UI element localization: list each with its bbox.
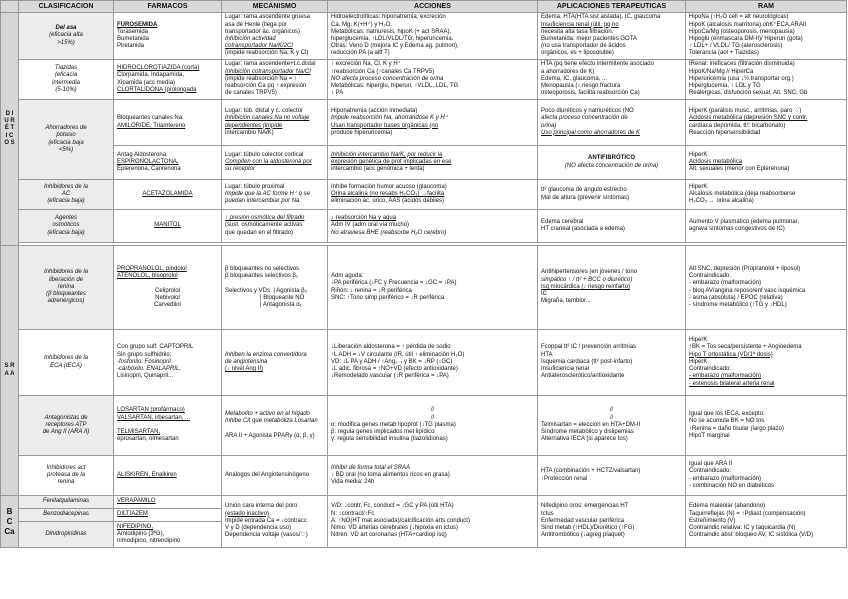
clasif-ac: Inhibidores de la AC (eficacia baja) (19, 180, 114, 210)
aplicaciones-asa: Edema, HTA(HTA sist aislada), IC, glaucoma Insuficiencia renal (útil, pq no necesita alta tasa filtración. Bumetanida: mejor pacientes GOTA (no usa transportador de ácidos orgánicos, es + liposoluble) (538, 13, 686, 60)
farmacos-ahorradores-bloqueantes: Bloqueantes canales Na: AMILORIDE, Triamtereno (114, 100, 222, 146)
clasif-bcc1: Fenilalquilaminas (19, 496, 114, 509)
row-diureticos-ahorradores-2 (1, 146, 847, 180)
ram-ac: HiperK Alcalosis metabólica (deja reabsorberse H₂CO₃ → orina alcalina) (686, 180, 847, 210)
clasif-ahorradores: Ahorradores de potasio (eficacia baja <5%) (19, 100, 114, 180)
group-sraa: S R A A (1, 246, 19, 496)
farmacos-ara: LOSARTAN (profármaco) VALSARTAN, irbesartan, ... TELMISARTAN, eprosartan, olmesartan (114, 396, 222, 456)
aplicaciones-renina: Antihipertensores (en jóvenes / tono simpático ↑ / tt² + BCC o diurético) Isq miocárdica (↓ riesgo reinfarto) IC Migraña, temblor... (538, 246, 686, 330)
mecanismo-ahorradores-bloqueantes: Lugar: túb. distal y c. colector Inhibición canales Na no voltaje dependientes (impide intercambio NA/K) (222, 100, 328, 146)
clasif-ieca: Inhibidores de la ECA (IECA) (19, 330, 114, 396)
ram-osmoticos: Aumento V plasmático (edema pulmonar, agrava síntomas congestivos de IC) (686, 210, 847, 243)
mecanismo-ahorradores-antagonistas: Lugar: túbulo colector cortical Compiten con la aldosterona por su receptor (222, 146, 328, 180)
header-row (1, 1, 847, 13)
header-corner (1, 1, 19, 13)
acciones-asa: Hidroelectrolíticas: hiponatremia, excreción Ca, Mg, K(+H⁺) y H₂O. Metabólicas: natriuresis, hipoK (+ act SRAA), hiperglucemia, ↑LDL/VLDL/TG, hiperuricemia. Otras: Veno D (mejora IC y Edema ag. pulmon), reducción PA (a altf T) (328, 13, 538, 60)
header-clasificacion: CLASIFICACION (19, 1, 114, 13)
header-aplicaciones: APLICACIONES TERAPEUTICAS (538, 1, 686, 13)
group-bcca: B C Ca (1, 496, 19, 548)
row-diureticos-asa (1, 13, 847, 60)
aplicaciones-ieca: Fcoppal tt² IC / prevención arritmias HTA Isquemia cardiaca (tt² post-infarto) Insuficiencia renal Antiaterosclerótico/antioxidante (538, 330, 686, 396)
farmacos-bcc2: DILTIAZEM (114, 509, 222, 522)
farmacos-ahorradores-antagonistas: Antag Aldosterona: ESPIRONOLACTONA, Eplerenona, Canrenona (114, 146, 222, 180)
mec-sub-item-1: Agonista β₂ (276, 287, 308, 294)
row-sraa-ara (1, 396, 847, 456)
mecanismo-tiazidas: Lugar: rama ascendente+t.c.distal Inhibición cotransportador Na/Cl (impide reabsorción Na = ↑ reabsorción Ca pq ↑ expresión de canales TRPV5) (222, 60, 328, 100)
group-diureticos: D I U R É T I C O S (1, 13, 19, 246)
mec-sub-item-3: Antagonista α₁ (262, 301, 302, 308)
farmacos-renina-inh: ALISKIREN, Enalkiren (114, 456, 222, 496)
mecanismo-osmoticos: ↑ presión osmótica del filtrado (sust. osmóticamente activas que quedan en el filtrado) (222, 210, 328, 243)
farmacos-asa: FUROSEMIDA Torasemida Bumetanida Piretanida (114, 13, 222, 60)
row-diureticos-tiazidas (1, 60, 847, 100)
mecanismo-bcc: Unión cara interna del poro (estado inactivo) Impide entrada Ca = ↓contracc V y D (dependencia uso) Dependencia voltaje (vasos/♡) (222, 496, 328, 548)
acciones-ahorradores-antagonistas: Inhibición intercambio Na/K, por reducir la expresión genética de prot implicadas en ese intercambio (acc genómica + lenta) (328, 146, 538, 180)
aplicaciones-osmoticos: Edema cerebral HT craneal (asociada a edema) (538, 210, 686, 243)
acciones-ara: // // α: modifica genes metab lipoprot (↓TG plasma) β: regula genes implicados met lipídico γ: regula sensibilidad insulina (tiazolidionas) (328, 396, 538, 456)
ram-ahorradores-antagonistas: HiperK Acidosis metabólica Alt. sexuales (menor con Eplerenona) (686, 146, 847, 180)
mec-sub-item-2: Bloqueante NO (263, 294, 305, 301)
acciones-ieca: ↓Liberación aldosterona = ↑ pérdida de sodio ↑L ADH = ↓V circulante (IR, útil ↑ eliminación H₂O) VD: ↓L PA y ADH / ↑Ang₁₋₇ y BK = ↓RP (↓GC) ↓L adic. fibrosa = ↑NO+VD (efecto antioxidante) ↓Remodelado vascular (↓R periférica = ↓PA) (328, 330, 538, 396)
row-diureticos-osmoticos (1, 210, 847, 243)
acciones-ac: Inhibe formación humor acuoso (glaucoma) Orina alcalina (no resabs H₂CO₃) →facilita eliminación ác. úrico, AAS (ácidos débiles) (328, 180, 538, 210)
mec-sub-label: Selectivos y VDs (225, 287, 271, 294)
acciones-bcc: V/D: ↓contr, Fc, conduct = ↓GC y PA (útil HTA) N: ↓contract/↑Fc A: ↑NO(HT mat asociada)/calcificación arts conduct) Nimo: VD arterias cerebrales (↓hipoxia en ictus) Nitren: VD art coronarias (HTA+cardiop isq) (328, 496, 538, 548)
farmacos-bcc3: NIFEDIPINO, Amlodipino (3ªG), nimodipino, nitrendipino (114, 522, 222, 548)
aplicaciones-ara: // // Telmisartan = elección en HTA+DM-II Síndrome metabólico y dislipemias Alternativa IECA (si aparece tos) (538, 396, 686, 456)
farmacos-osmoticos: MANITOL (114, 210, 222, 243)
acciones-tiazidas: ↑ excreción Na, Cl, K y H⁺ ↑reabsorción Ca (↑canales Ca TRPV5) NO afecta proceso concentración de orina Metabólicas: hiperglu, hiperuri, ↑VLDL, LDL, TG ↓ PA (328, 60, 538, 100)
aplicaciones-renina-inh: HTA (combinación + HCTZ/valsartan) ↑Protección renal (538, 456, 686, 496)
ram-renina-inh: Igual que ARA II Contraindicado: - embarazo (malformación) - combinación NO en diabéticos (686, 456, 847, 496)
clasif-bcc3: Dihidropiridinas (19, 522, 114, 548)
acciones-renina: Adm aguda: ↓PA periférica (↓FC y Frecuencia = ↓GC = ↓PA) Riñón: ↓ renina = ↓R periférica SNC: ↑Tono simp periférico = ↓R periférica (328, 246, 538, 330)
row-diureticos-ahorradores-1 (1, 100, 847, 146)
farmacos-bcc1: VERAPAMILO (114, 496, 222, 509)
row-sraa-ieca (1, 330, 847, 396)
aplicaciones-ac: tt² glaucoma de ángulo estrecho Mal de altura (prevenir síntomas) (538, 180, 686, 210)
mecanismo-ieca: Inhiben la enzima convertidora de angiotensina (↓ nivel Ang II) (222, 330, 328, 396)
header-ram: RAM (686, 1, 847, 13)
header-farmacos: FARMACOS (114, 1, 222, 13)
clasif-tiazidas: Tiazidas (eficacia intermedia (5-10%) (19, 60, 114, 100)
clasif-ara: Antagonistas de receptores ATP de Ang II (ARA II) (19, 396, 114, 456)
row-bcc-fenilalquilaminas (1, 496, 847, 509)
acciones-ahorradores-bloqueantes: Hiponatremia (acción inmediata) Impide reabsorción Na, ahorrándose K y H⁺ Usan transportador bases orgánicas (no produce hiperuricemia) (328, 100, 538, 146)
aplicaciones-ahorradores-bloqueantes: Poco diuréticos y natriuréticos (NO afecta proceso concentración de orina) Uso principal como ahorradores de K (538, 100, 686, 146)
mecanismo-renina-inh: Análogos del Angiotensinógeno (222, 456, 328, 496)
acciones-osmoticos: ↓ reabsorción Na y agua Adm IV (adm oral vía mucho) No atraviesa BHE (reabsorbe H₂O cerebro) (328, 210, 538, 243)
clasif-renina-inh: Inhibidores act proteasa de la renina (19, 456, 114, 496)
mecanismo-ara: Metabolito + activo en el hígado Inhibe Cit que metaboliza Losartan ARA II + Agonista PPARγ (α, β, γ) (222, 396, 328, 456)
acciones-renina-inh: Inhibir de forma total el SRAA ↓ BD oral (no toma alimentos ricos en grasa) Vida media: 24h (328, 456, 538, 496)
clasif-osmoticos: Agentes osmóticos (eficacia baja) (19, 210, 114, 243)
row-diureticos-ac (1, 180, 847, 210)
row-sraa-renina-inh (1, 456, 847, 496)
clasif-bcc2: Benzodiacepinas (19, 509, 114, 522)
header-acciones: ACCIONES (328, 1, 538, 13)
ram-ahorradores-bloqueantes: HiperK (parálisis musc., arritmias, paro ♡) Acidosis metabólica (depresión SNC y contr. cardíaca deprimida, tt²: bicarbonato) Reacción hipersensibilidad (686, 100, 847, 146)
mecanismo-asa: Lugar: rama ascendente gruesa asa de Henle (llega por transportador ác. orgánicos) Inhibición actividad cotransportador Na/K/2Cl (impide reabsorción Na, K y Cl) (222, 13, 328, 60)
clasif-renina: Inhibidores de la liberación de renina (β bloqueantes adrenérgicos) (19, 246, 114, 330)
ram-asa: HipoNa (↑H₂O cell = alt neurológicas) HipoK (alcalosis marritoria) ohK⁺ECA,ARAII HipoCa/Mg (osteoporosis, menopausia) Hipoglu (enmascara DM-II)/ Hiperuri (gota) ↑ LDL+ / VLDL/ TG (aterosclerosis) Tolerancia (aol + Tiazidas) (686, 13, 847, 60)
aplicaciones-bcc: Nifedipino oros: emergencias HT Ictus Enfermedad vascular periférica Sind metab (↑HDL)/Diurético (↑FG) Antitrombótico (↓agreg plaquet) (538, 496, 686, 548)
header-mecanismo: MECANISMO (222, 1, 328, 13)
ram-bcc: Edema maleolar (abandono) Taquirreflejas (N) = ↑Pdiast (compensación) Estreñimiento (V) Contraindic relativa: IC y taquicardia (N) Contraindic absl: bloqueo AV, IC sistólica (V/D) (686, 496, 847, 548)
clasif-asa: Del asa (eficacia alta >15%) (19, 13, 114, 60)
aplicaciones-tiazidas: HTA (pq tiene efecto intermitente asociado a ahorradores de K) Edema, IC, glaucoma, ... Menopausia (↓ riesgo fractura osteoporosis, facilita reabsorción Ca) (538, 60, 686, 100)
farmacos-ac: ACETAZOLAMIDA (114, 180, 222, 210)
ram-tiazidas: IRenal: ineficaces (filtración disminuida) HipoK/Na/Mg // HiperCa Hiperuricemia (usa ↓½ transportar org.) Hiperglucemia, ↑ LDL y TG Reálergicas, disfunción sexual, Alt. SNC, Gb (686, 60, 847, 100)
farmacos-ieca: Con grupo sulf: CAPTOPRIL Sin grupo sulfhidrilo: -fosfonilo: Fosinopril -carboxilo: ENALAPRIL, Lisinopril, Quinapril... (114, 330, 222, 396)
ram-ara: Igual que los IECA, excepto: No se acumula BK = NO tos ↑Renina = daño tisular (largo plazo) HipoT marginal (686, 396, 847, 456)
ram-renina: Alt SNC, depresión (Propranolol + liposol) Contraindicado: - embarazo (malformación) - bloq AV/angina reposo/enf vasc isquémica - asma (absoluta) / EPOC (relativa) - síndrome metabólico (↑TG y ↓HDL) (686, 246, 847, 330)
ram-ieca: HiperK ↑BK = Tos seca/persistente + Angioedema Hipo T ortostática (VD/1ª dosis) HiperK Contraindicado: - embarazo (malformación) - estenosis bilateral arteria renal (686, 330, 847, 396)
farmacos-renina: PROPRANOLOL, pindolol ATENOLOL, bisoprolol Celiprolol Nebivolol Carvedilol (114, 246, 222, 330)
aplicaciones-ahorradores-antagonistas: ANTIFIBRÓTICO (NO afecta concentración de orina) (538, 146, 686, 180)
farmacos-tiazidas: HIDROCLOROTIAZIDA (corta) Clorpamida, Indapamida, Xipamida (acc media) CLORTALIDONA (prolongada (114, 60, 222, 100)
row-sraa-renina (1, 246, 847, 330)
mecanismo-ac: Lugar: túbulo proximal Impide que la AC forme H⁺ q se puedan intercambiar por Na. (222, 180, 328, 210)
mecanismo-renina: β bloqueantes no selectivos β bloqueantes selectivos β₁ Selectivos y VDs | Agonista β₂ | Bloqueante NO | Antagonista α₁ (222, 246, 328, 330)
